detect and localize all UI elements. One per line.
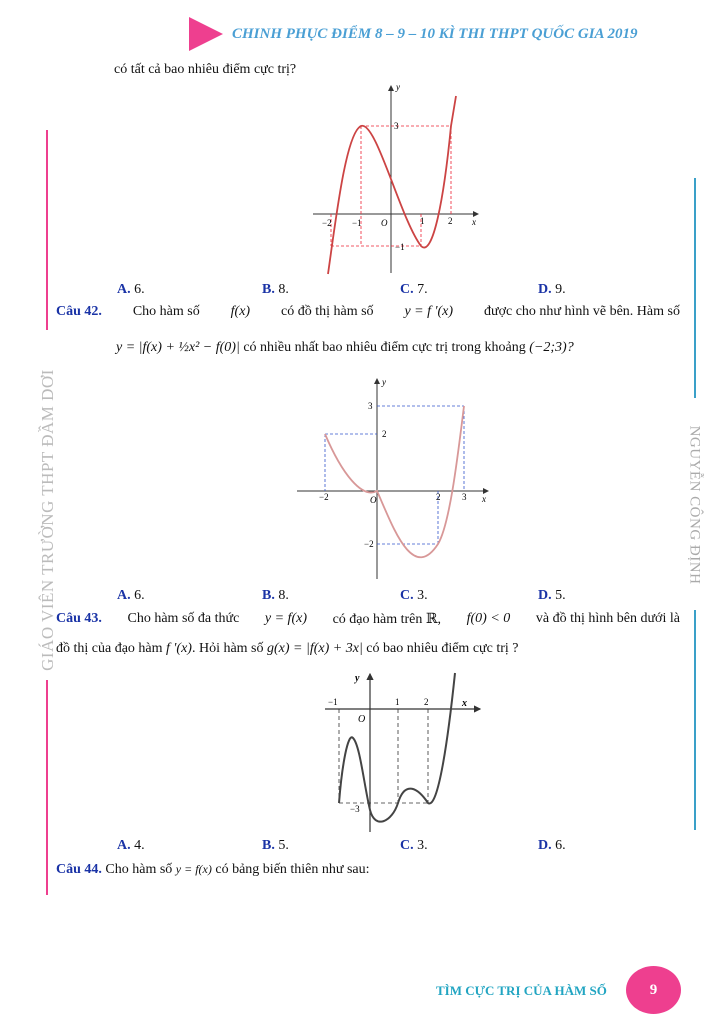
q42-line1: Câu 42. Cho hàm số f(x) có đồ thị hàm số y = f '(x) được cho như hình vẽ bên. Hàm số [56,304,680,319]
footer-section-title: TÌM CỰC TRỊ CỦA HÀM SỐ [436,983,607,998]
page-header-title: CHINH PHỤC ĐIỂM 8 – 9 – 10 KÌ THI THPT QUỐC GIA 2019 [232,26,638,42]
q42-option-b[interactable]: B. 8. [262,588,289,603]
svg-text:y: y [382,377,386,387]
q41-option-a[interactable]: A. 6. [117,282,145,297]
left-decor-bar-bottom [46,680,48,895]
svg-text:−1: −1 [328,697,338,707]
q42-option-d[interactable]: D. 5. [538,588,566,603]
left-decor-bar-top [46,130,48,330]
q42-graph [292,374,492,584]
svg-text:x: x [482,494,486,504]
q43-graph [320,670,485,835]
svg-text:x: x [472,217,476,227]
q41-graph [308,78,483,278]
svg-text:y: y [355,673,360,684]
svg-text:O: O [358,714,366,725]
svg-text:2: 2 [424,697,429,707]
q43-option-c[interactable]: C. 3. [400,838,428,853]
svg-text:−2: −2 [322,218,332,228]
q41-option-b[interactable]: B. 8. [262,282,289,297]
svg-text:y: y [396,82,400,92]
right-decor-bar-bottom [694,610,696,830]
header-triangle-icon [189,17,223,51]
svg-text:−3: −3 [350,804,360,814]
page-number: 9 [626,966,681,1014]
q42-line2: y = |f(x) + ½x² − f(0)| có nhiều nhất bao nhiêu điểm cực trị trong khoảng (−2;3)? [116,340,574,355]
svg-text:−2: −2 [364,539,374,549]
svg-text:O: O [381,218,388,228]
right-side-text: NGUYỄN CÔNG ĐỊNH [686,425,703,585]
svg-text:x: x [462,698,467,709]
q43-option-b[interactable]: B. 5. [262,838,289,853]
svg-text:−1: −1 [352,218,362,228]
svg-text:2: 2 [382,429,387,439]
svg-text:3: 3 [394,121,399,131]
left-side-text: GIÁO VIÊN TRƯỜNG THPT ĐẦM DƠI [38,369,57,671]
q44-line1: Câu 44. Cho hàm số y = f(x) có bảng biến thiên như sau: [56,862,370,877]
q41-option-c[interactable]: C. 7. [400,282,428,297]
q42-option-c[interactable]: C. 3. [400,588,428,603]
q43-line2: đồ thị của đạo hàm f '(x). Hỏi hàm số g(x) = |f(x) + 3x| có bao nhiêu điểm cực trị ? [56,641,519,656]
q43-option-d[interactable]: D. 6. [538,838,566,853]
svg-text:−1: −1 [395,242,405,252]
svg-text:1: 1 [420,216,425,226]
svg-text:3: 3 [462,492,467,502]
svg-text:−2: −2 [319,492,329,502]
svg-text:3: 3 [368,401,373,411]
q41-question-tail: có tất cả bao nhiêu điểm cực trị? [114,62,297,77]
svg-text:2: 2 [436,492,441,502]
q41-option-d[interactable]: D. 9. [538,282,566,297]
q41-curve [328,96,456,274]
q43-option-a[interactable]: A. 4. [117,838,145,853]
svg-text:1: 1 [395,697,400,707]
svg-text:2: 2 [448,216,453,226]
q42-curve [325,406,464,557]
right-decor-bar-top [694,178,696,398]
svg-text:O: O [370,495,377,505]
q42-option-a[interactable]: A. 6. [117,588,145,603]
q43-curve [339,673,455,822]
q43-line1: Câu 43. Cho hàm số đa thức y = f(x) có đạo hàm trên ℝ, f(0) < 0 và đồ thị hình bên dưới là [56,611,680,627]
